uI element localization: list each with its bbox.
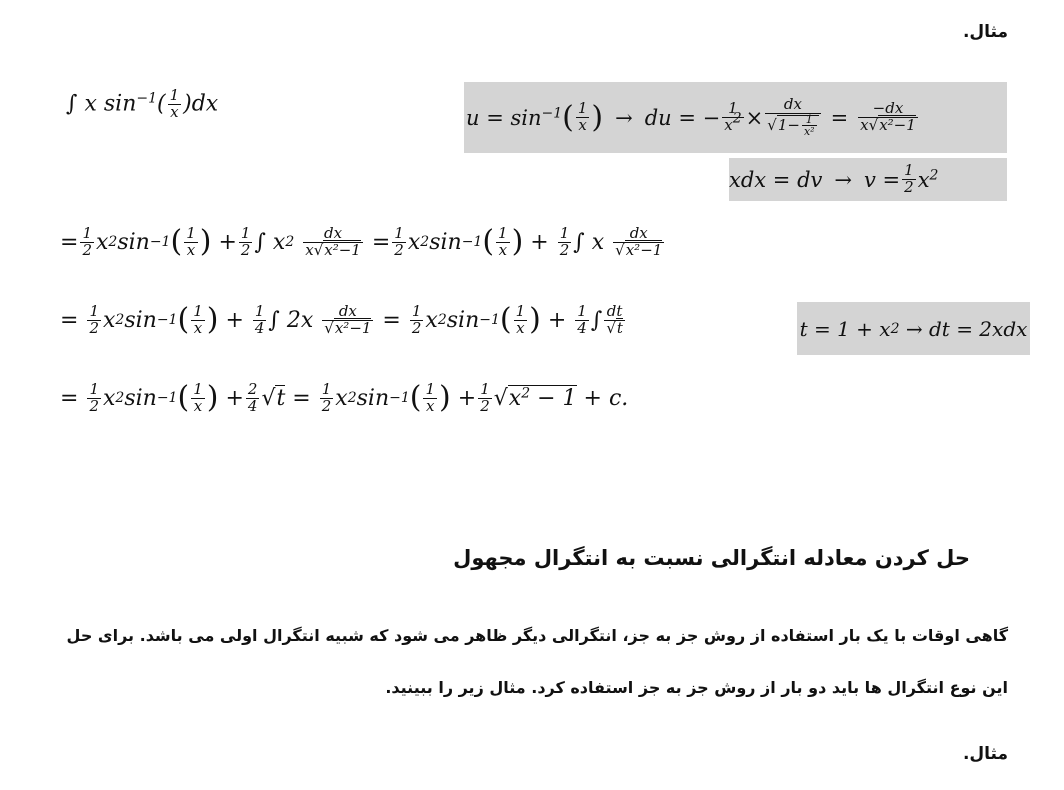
example-label-bottom: مثال.	[962, 744, 1008, 764]
section-title: حل کردن معادله انتگرالی نسبت به انتگرال مجهول	[453, 546, 970, 570]
integral-statement: ∫ x $\sin^{-1}$( $\frac{1}{x}$ )dx	[66, 86, 219, 121]
solution-line-1: = $\frac{1}{2}$ x 2 sin −1 ( $\frac{1}{x}$ ) + $\frac{1}{2}$ ∫ x 2 $\frac{dx}{\text{x√x²−1}}$ = $\frac{1}{2}$ x 2 sin −1 ( $\frac{1}{x}$ ) + $\frac{1}{2}$ ∫ x $\frac{dx}{\text{√x²−1}}$	[60, 224, 663, 260]
solution-line-2: = $\frac{1}{2}$ x 2 sin −1 ( $\frac{1}{x}$ ) + $\frac{1}{4}$ ∫ 2x $\frac{dx}{\text{√x²−1}}$ = $\frac{1}{2}$ x 2 sin −1 ( $\frac{1}{x}$ ) + $\frac{1}{4}$ ∫ $\frac{dt}{√t}$	[60, 302, 623, 338]
t-substitution-box: t = 1 + x 2 → dt = 2xdx	[797, 302, 1030, 355]
paragraph-line-1: گاهی اوقات با یک بار استفاده از روش جز به جز، انتگرالی دیگر ظاهر می شود که شبیه انتگرال اولی می باشد. برای حل	[66, 626, 1008, 645]
paragraph-line-2: این نوع انتگرال ها باید دو بار از روش جز به جز استفاده کرد. مثال زیر را ببینید.	[385, 678, 1008, 697]
u-substitution-box: $u = \sin^{-1}$ ( $\frac{1}{x}$ ) → du = − $\frac{1}{x^2}$ × dx √1− $\frac{1}{\text{x²}}$ = $\frac{-dx}{\text{x√x²−1}}$	[464, 82, 1007, 153]
solution-line-3: = $\frac{1}{2}$ x 2 sin −1 ( $\frac{1}{x}$ ) + $\frac{2}{4}$ √ t = $\frac{1}{2}$ x 2 sin −1 ( $\frac{1}{x}$ ) + $\frac{1}{2}$ √ $x^2 - 1$ + c.	[60, 380, 629, 416]
example-label-top: مثال.	[962, 22, 1008, 42]
v-substitution-box: xdx = dv → v = $\frac{1}{2}$ $x^2$	[729, 158, 1007, 201]
